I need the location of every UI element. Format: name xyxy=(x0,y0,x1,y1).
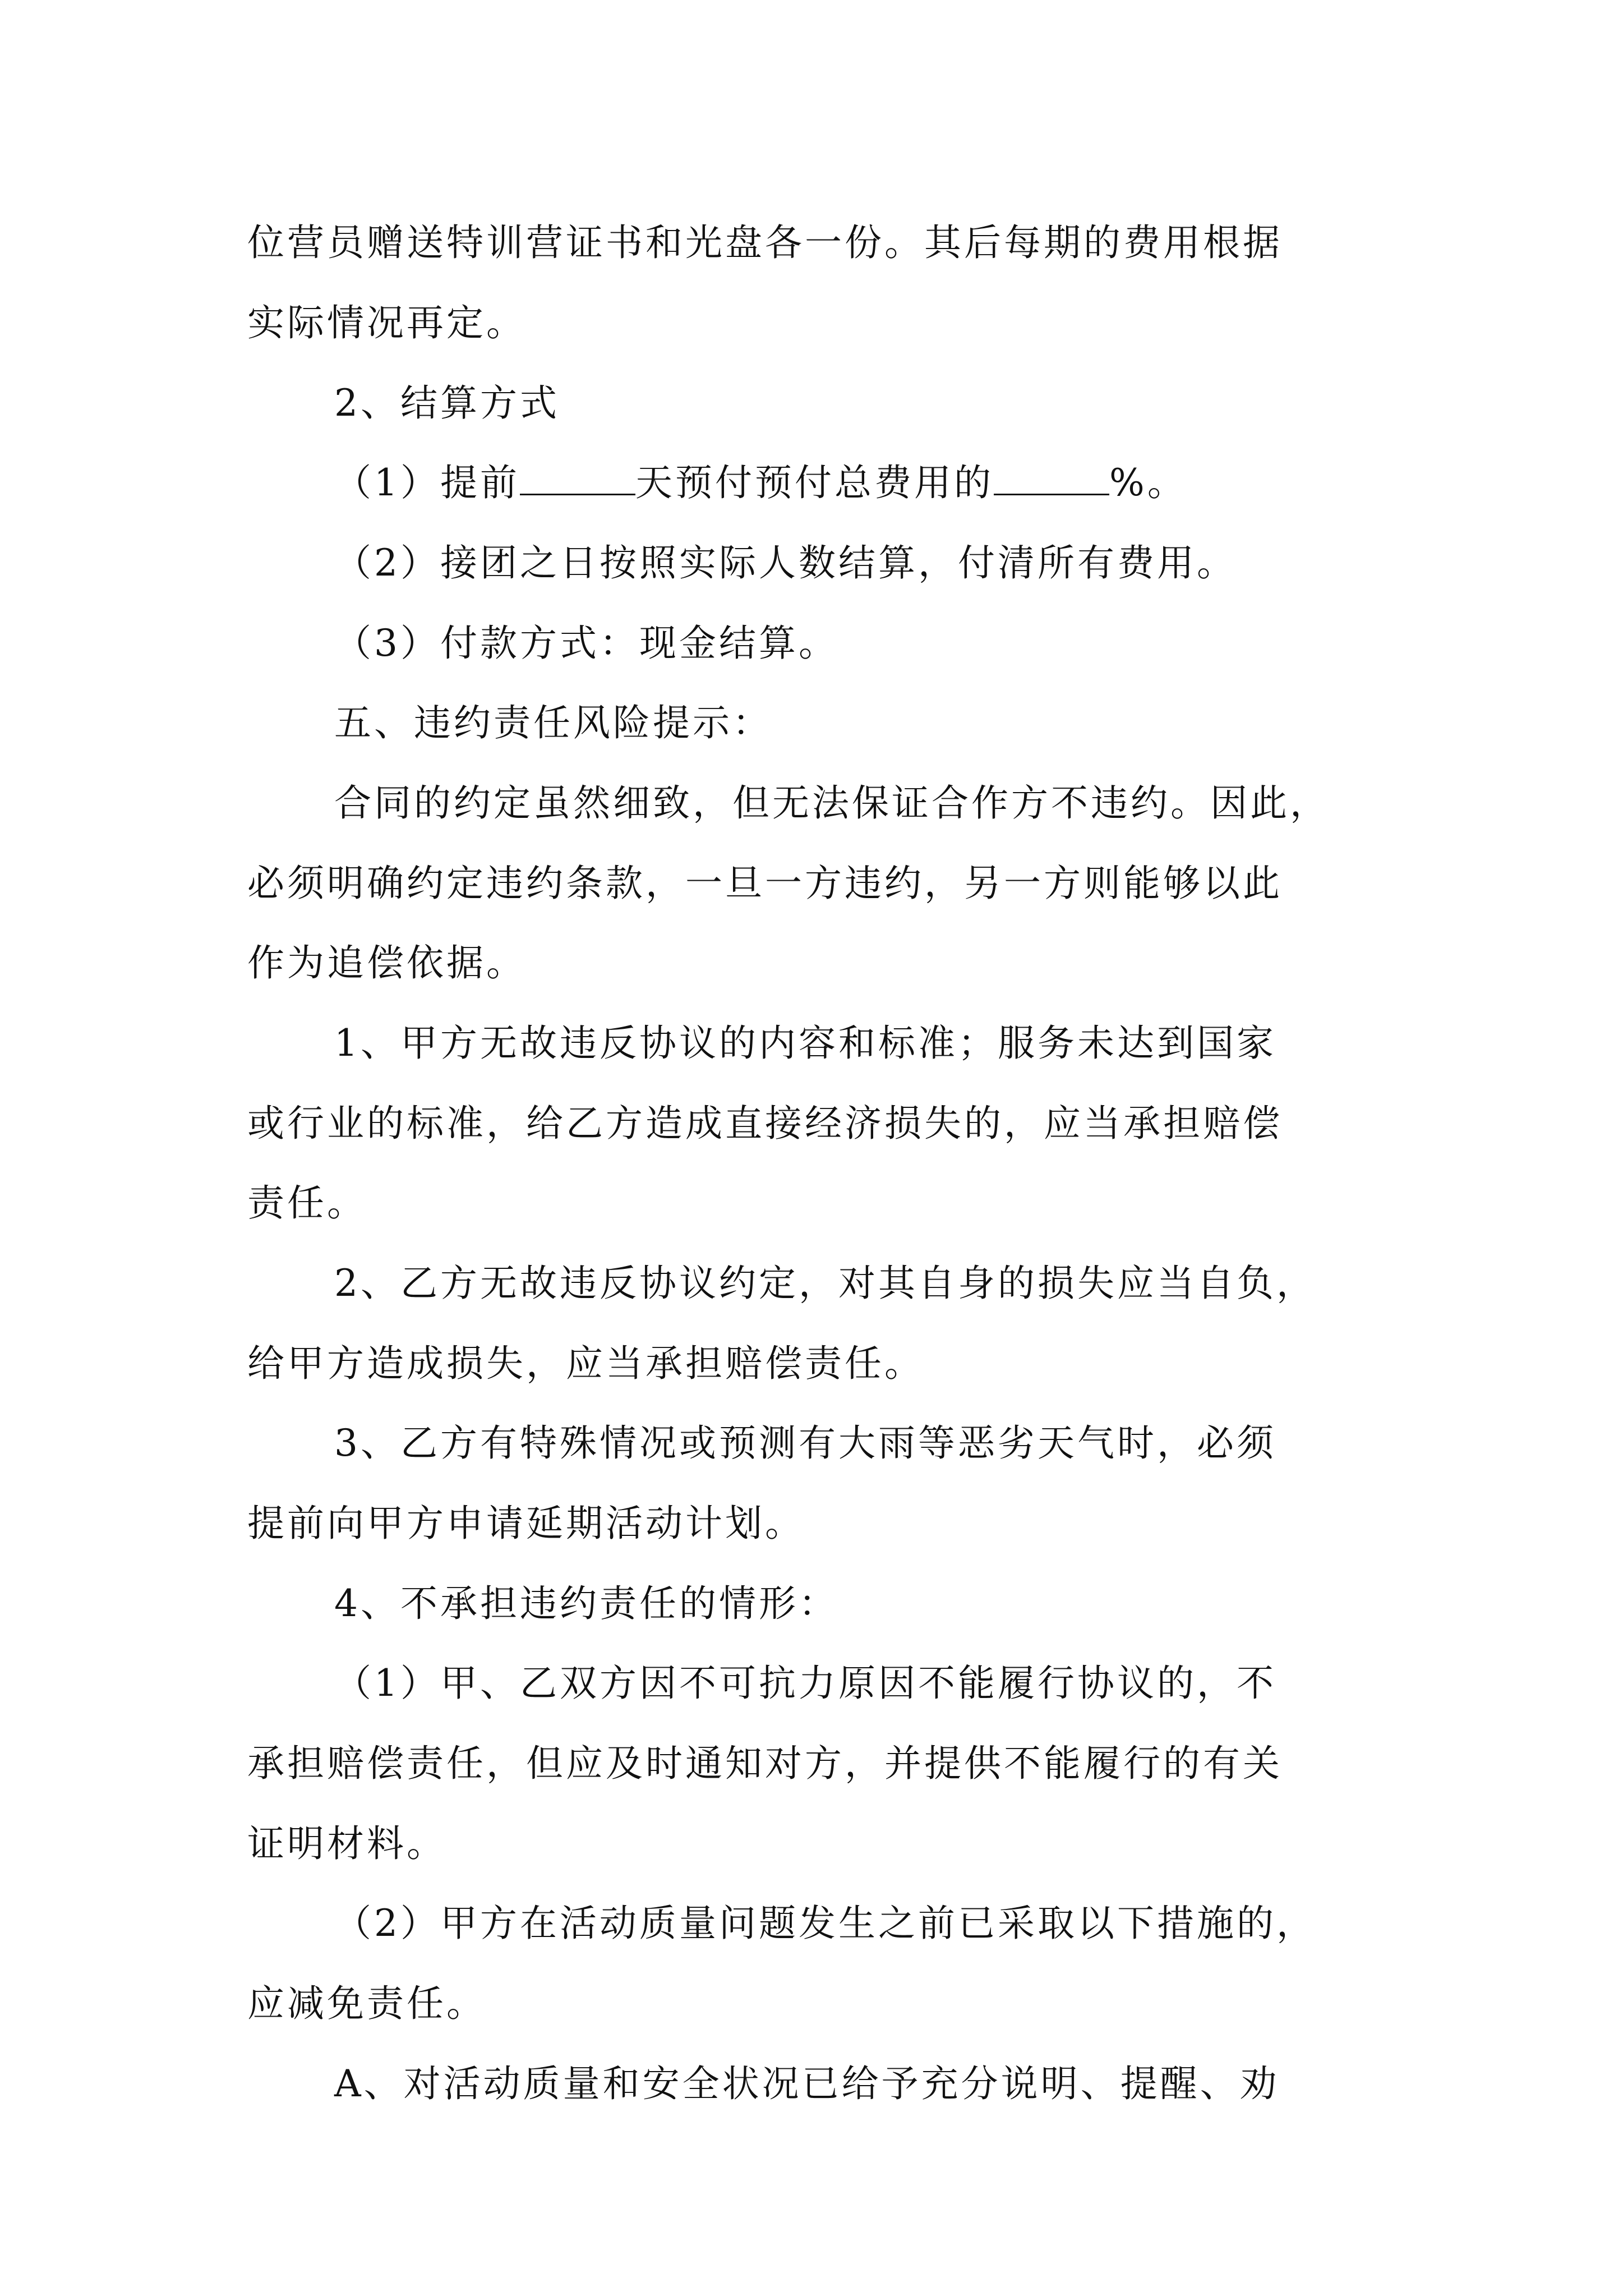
prepay-middle: 天预付预付总费用的 xyxy=(635,461,994,504)
text-line: 责任。 xyxy=(247,1181,367,1225)
text-line: 必须明确约定违约条款，一旦一方违约，另一方则能够以此 xyxy=(247,862,1283,905)
text-line: 提前向甲方申请延期活动计划。 xyxy=(247,1502,805,1545)
text-line: 证明材料。 xyxy=(247,1822,446,1865)
blank-days xyxy=(520,460,635,495)
text-line: 或行业的标准，给乙方造成直接经济损失的，应当承担赔偿 xyxy=(247,1102,1283,1145)
text-line: 作为追偿依据。 xyxy=(247,941,526,984)
text-line: （1）甲、乙双方因不可抗力原因不能履行协议的，不 xyxy=(334,1662,1276,1705)
text-line: 给甲方造成损失，应当承担赔偿责任。 xyxy=(247,1342,924,1385)
prepay-prefix: （1）提前 xyxy=(334,461,520,504)
text-line: 1、甲方无故违反协议的内容和标准；服务未达到国家 xyxy=(334,1022,1276,1065)
text-line: 4、不承担违约责任的情形： xyxy=(334,1582,838,1625)
text-line: 位营员赠送特训营证书和光盘各一份。其后每期的费用根据 xyxy=(247,221,1283,264)
text-line-prepay xyxy=(334,439,1473,527)
text-line: （2）接团之日按照实际人数结算，付清所有费用。 xyxy=(334,541,1237,585)
text-line: 3、乙方有特殊情况或预测有大雨等恶劣天气时，必须 xyxy=(334,1421,1276,1465)
text-line: 承担赔偿责任，但应及时通知对方，并提供不能履行的有关 xyxy=(247,1742,1283,1785)
text-line: 应减免责任。 xyxy=(247,1982,486,2025)
text-line: （2）甲方在活动质量问题发生之前已采取以下措施的， xyxy=(334,1902,1316,1945)
text-line: 合同的约定虽然细致，但无法保证合作方不违约。因此， xyxy=(334,781,1330,825)
text-line: （3）付款方式：现金结算。 xyxy=(334,622,838,665)
text-line: 实际情况再定。 xyxy=(247,301,526,344)
section-heading: 2、结算方式 xyxy=(334,381,560,425)
text-line: 2、乙方无故违反协议约定，对其自身的损失应当自负， xyxy=(334,1262,1316,1305)
section-heading: 五、违约责任风险提示： xyxy=(334,701,772,744)
prepay-suffix: %。 xyxy=(1109,461,1187,504)
text-line: A、对活动质量和安全状况已给予充分说明、提醒、劝 xyxy=(334,2062,1280,2105)
blank-percent xyxy=(994,460,1109,495)
